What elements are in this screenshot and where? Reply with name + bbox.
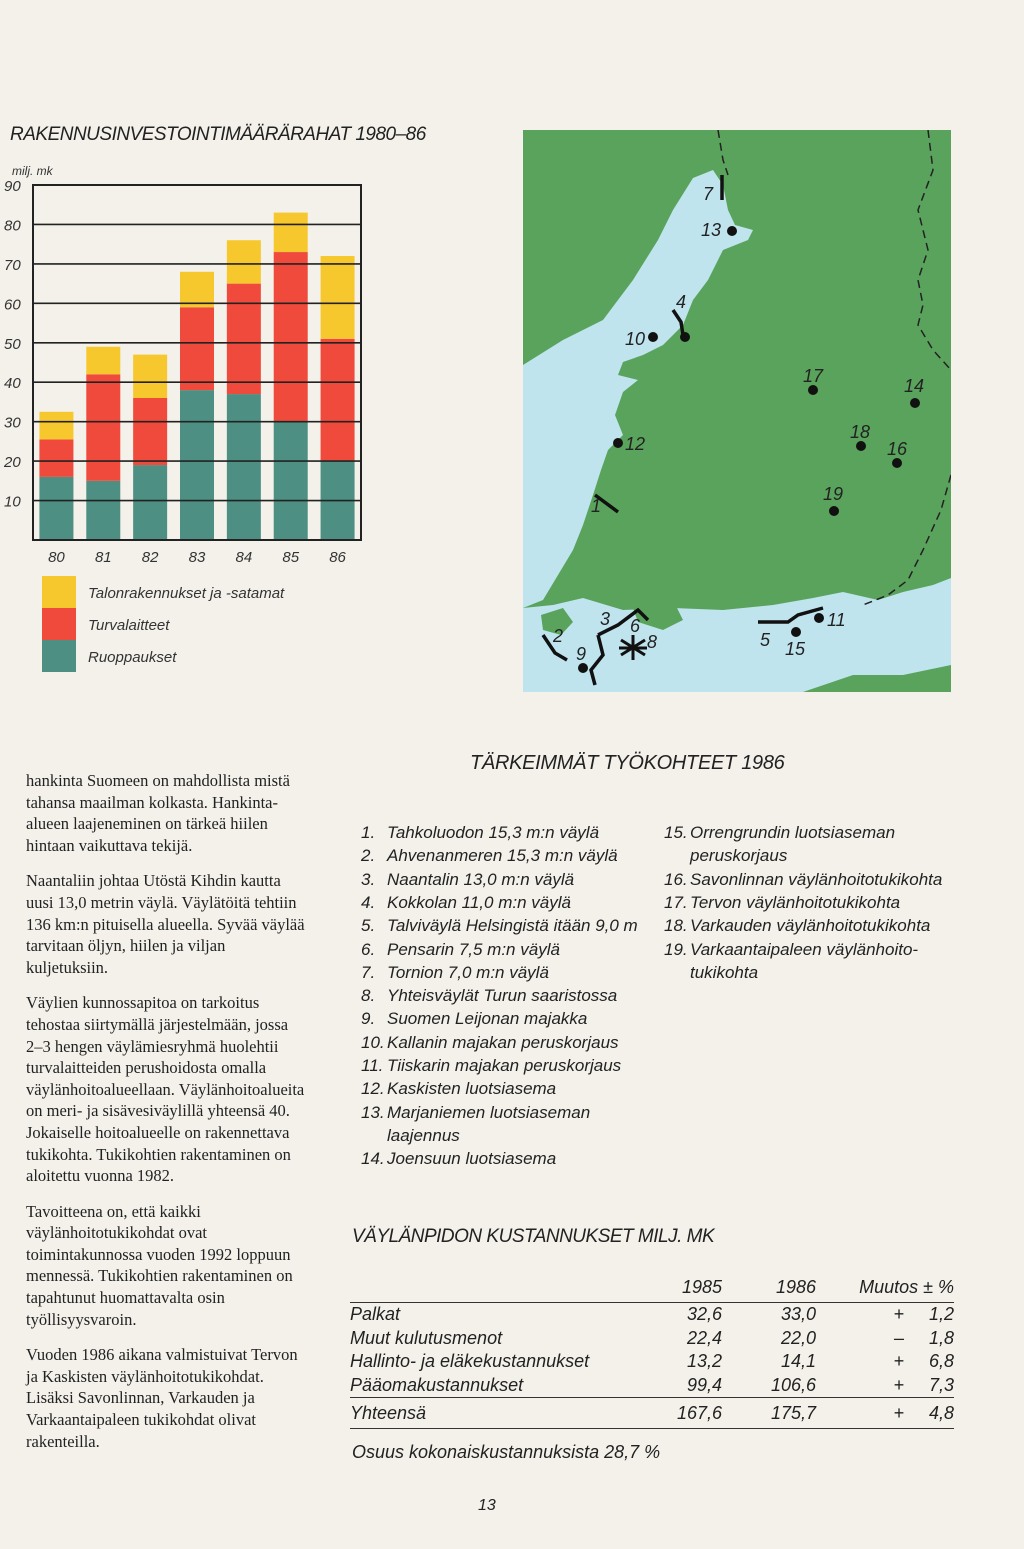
x-tick-label: 86	[329, 549, 346, 566]
y-tick-label: 90	[4, 178, 21, 195]
bar-segment	[321, 256, 355, 339]
list-item-number: 12.	[361, 1079, 385, 1099]
map-label: 8	[647, 632, 658, 652]
map-label: 10	[625, 329, 646, 349]
map-label: 3	[600, 609, 611, 629]
list-item-number: 8.	[361, 986, 376, 1006]
stacked-bar-chart	[0, 150, 370, 570]
change-sign: –	[893, 1327, 904, 1348]
bar-segment	[86, 374, 120, 481]
y-tick-label: 10	[4, 493, 21, 511]
paragraph: Naantaliin johtaa Utöstä Kihdin kautta uusi 13,0 metrin väylä. Väylätöitä tehtiin 136 km:n pituisella alueella. Syvää väylää tarvitaan öljyn, hiilen ja viljan kuljetuksiin.	[26, 871, 305, 977]
list-item	[664, 868, 964, 891]
legend-swatch	[42, 576, 76, 608]
list-item	[361, 914, 661, 937]
list-item-text: laajennus	[387, 1125, 460, 1145]
list-item-text: Orrengrundin luotsiaseman	[690, 823, 896, 842]
bar-segment	[180, 390, 214, 540]
paragraph: Vuoden 1986 aikana valmistuivat Tervon ja Kaskisten väylänhoitotukikohdat. Lisäksi Savonlinnan, Varkauden ja Varkaantaipaleen tukikohdat olivat rakenteilla.	[26, 1345, 298, 1451]
list-item-number: 3.	[361, 869, 376, 889]
change-value: 7,3	[928, 1374, 954, 1395]
paragraph: hankinta Suomeen on mahdollista mistä tahansa maailman kolkasta. Hankinta-alueen laajeneminen on tärkeä hiilen hintaan vaikuttava tekijä.	[26, 771, 290, 855]
y-tick-label: 80	[4, 217, 21, 235]
x-tick-label: 85	[282, 549, 300, 566]
list-item-number: 15.	[664, 823, 688, 842]
map-label: 1	[591, 496, 602, 516]
list-item-number: 13.	[361, 1102, 385, 1122]
bar-segment	[227, 240, 261, 283]
y-tick-label: 60	[4, 296, 21, 314]
bar-segment	[321, 339, 355, 461]
list-item-number: 17.	[664, 892, 688, 912]
list-item-text: Savonlinnan väylänhoitotukikohta	[690, 869, 943, 889]
list-item-text: Talviväylä Helsingistä itään 9,0 m	[387, 916, 638, 936]
list-item-number: 19.	[664, 939, 688, 959]
bar-segment	[227, 284, 261, 394]
change-value: 1,8	[928, 1327, 954, 1348]
legend-swatch	[42, 640, 76, 672]
legend-item-ruoppaukset	[42, 640, 302, 672]
table-row	[350, 1327, 954, 1351]
cell-1986: 175,7	[722, 1398, 816, 1429]
paragraph: Tavoitteena on, että kaikki väylänhoitotukikohdat ovat toimintakunnossa vuoden 1992 loppuun mennessä. Tukikohtien rakentaminen on tapahtunut huomattavalta osin työllisyysvaroin.	[26, 1201, 293, 1329]
legend-label: Turvalaitteet	[88, 617, 170, 634]
bar-segment	[39, 477, 73, 540]
legend-item-talonrakennukset	[42, 576, 302, 608]
bar-segment	[180, 272, 214, 308]
list-item	[361, 1077, 661, 1100]
change-sign: +	[893, 1374, 904, 1395]
list-item-number: 9.	[361, 1009, 376, 1029]
list-item	[361, 868, 661, 891]
y-axis-label: milj. mk	[12, 164, 53, 178]
works-title: TÄRKEIMMÄT TYÖKOHTEET 1986	[470, 752, 785, 774]
x-tick-label: 84	[235, 549, 253, 566]
list-item-number: 11.	[361, 1056, 384, 1075]
list-item	[664, 938, 964, 985]
map-label: 2	[553, 626, 564, 646]
list-item	[664, 821, 964, 868]
list-item	[361, 1031, 661, 1054]
map-label: 19	[823, 484, 844, 504]
list-item-number: 14.	[361, 1149, 385, 1169]
cell-change	[816, 1398, 954, 1429]
list-item-number: 2.	[361, 846, 376, 866]
x-tick-label: 81	[94, 549, 112, 566]
paragraph: Väylien kunnossapitoa on tarkoitus tehostaa siirtymällä järjestelmään, jossa 2–3 hengen väylämiesryhmä huolehtii turvalaitteiden perushoidosta omalla väylänhoitoalueellaan. Väylänhoitoalueita on meri- ja sisävesiväylillä yhteensä 40. Jokaiselle hoitoalueelle on rakennettava tukikohta. Tukikohtien rakentaminen on aloitettu vuonna 1982.	[26, 993, 305, 1186]
list-item-number: 4.	[361, 892, 376, 912]
list-item-text: Ahvenanmeren 15,3 m:n väylä	[387, 846, 618, 866]
change-sign: +	[893, 1402, 904, 1423]
list-item-text: Tiiskarin majakan peruskorjaus	[387, 1056, 622, 1075]
map-label: 4	[676, 292, 687, 312]
list-item-number: 18.	[664, 916, 688, 936]
cell-1986: 22,0	[780, 1327, 816, 1348]
list-item-text: Kallanin majakan peruskorjaus	[387, 1032, 619, 1052]
table-header-cell: 1985	[681, 1276, 722, 1297]
list-item	[664, 914, 964, 937]
cell-1985: 32,6	[590, 1303, 722, 1327]
list-item-text: Tahkoluodon 15,3 m:n väylä	[387, 823, 600, 842]
y-tick-label: 30	[4, 414, 21, 432]
list-item-text: Varkauden väylänhoitotukikohta	[690, 916, 931, 936]
finland-map	[523, 130, 951, 692]
cell-1986: 33,0	[722, 1303, 816, 1327]
list-item-text: Kaskisten luotsiasema	[387, 1079, 557, 1099]
y-tick-label: 40	[4, 375, 21, 393]
list-item-text: peruskorjaus	[690, 846, 788, 866]
table-row	[350, 1374, 954, 1398]
map-label: 7	[703, 184, 714, 204]
row-label: Palkat	[350, 1303, 590, 1327]
table-header-cell: Muutos ± %	[859, 1276, 954, 1297]
bar-segment	[133, 465, 167, 540]
x-tick-label: 83	[188, 549, 206, 566]
bar-segment	[227, 394, 261, 540]
map-label: 12	[625, 434, 646, 454]
legend-item-turvalaitteet	[42, 608, 302, 640]
list-item-number: 5.	[361, 916, 376, 936]
map-label: 15	[785, 639, 806, 659]
y-tick-label: 20	[4, 454, 21, 472]
legend-swatch	[42, 608, 76, 640]
cell-change	[816, 1327, 954, 1351]
list-item	[361, 1007, 661, 1030]
list-item-text: Yhteisväylät Turun saaristossa	[387, 986, 618, 1006]
change-value: 6,8	[928, 1351, 954, 1372]
list-item-text: Pensarin 7,5 m:n väylä	[387, 939, 560, 959]
bar-segment	[39, 412, 73, 440]
legend-label: Ruoppaukset	[88, 649, 177, 666]
list-item-number: 10.	[361, 1032, 385, 1052]
x-tick-label: 80	[48, 549, 65, 566]
legend-label: Talonrakennukset ja -satamat	[88, 585, 285, 602]
change-sign: +	[893, 1304, 904, 1325]
cost-table-title: VÄYLÄNPIDON KUSTANNUKSET MILJ. MK	[352, 1226, 715, 1247]
list-item-text: Varkaantaipaleen väylänhoito-	[690, 939, 919, 959]
change-value: 4,8	[928, 1402, 954, 1423]
list-item	[361, 821, 661, 844]
bar-segment	[180, 307, 214, 390]
list-item-number: 16.	[664, 869, 688, 889]
bar-segment	[274, 422, 308, 540]
map-label: 16	[887, 439, 908, 459]
y-tick-label: 50	[4, 335, 21, 353]
list-item	[361, 1147, 661, 1170]
bar-segment	[133, 355, 167, 398]
table-header	[350, 1272, 954, 1303]
bar-segment	[39, 439, 73, 476]
map-label: 9	[576, 644, 587, 664]
bar-segment	[274, 252, 308, 422]
cell-change	[816, 1374, 954, 1398]
chart-title: RAKENNUSINVESTOINTIMÄÄRÄRAHAT 1980–86	[10, 124, 426, 145]
y-tick-label: 70	[4, 256, 21, 274]
page-number: 13	[478, 1497, 496, 1514]
cell-1986: 106,6	[770, 1374, 816, 1395]
table-row	[350, 1350, 954, 1374]
cell-change	[816, 1303, 954, 1327]
list-item	[361, 891, 661, 914]
cell-1985: 167,6	[590, 1398, 722, 1429]
row-label: Pääomakustannukset	[350, 1374, 524, 1395]
cost-table	[350, 1272, 954, 1429]
bar-segment	[86, 347, 120, 375]
list-item-text: Tornion 7,0 m:n väylä	[387, 962, 549, 982]
table-total-row	[350, 1398, 954, 1429]
list-item	[361, 961, 661, 984]
row-label: Hallinto- ja eläkekustannukset	[350, 1351, 590, 1372]
map-label: 17	[803, 366, 824, 386]
list-item-text: Joensuun luotsiasema	[387, 1149, 557, 1169]
list-item	[664, 891, 964, 914]
x-tick-label: 82	[141, 549, 159, 566]
list-item	[361, 1054, 661, 1077]
list-item-number: 1.	[361, 823, 376, 842]
table-header-cell: 1986	[775, 1276, 816, 1297]
map-label: 6	[630, 616, 641, 636]
change-sign: +	[893, 1351, 904, 1372]
table-row	[350, 1303, 954, 1327]
cell-1985: 13,2	[686, 1351, 722, 1372]
cell-change	[816, 1350, 954, 1374]
list-item-text: Kokkolan 11,0 m:n väylä	[387, 892, 571, 912]
cell-1985: 99,4	[686, 1374, 722, 1395]
change-value: 1,2	[928, 1304, 954, 1325]
list-item-number: 6.	[361, 939, 376, 959]
bar-segment	[133, 398, 167, 465]
body-text	[26, 770, 306, 1466]
list-item-text: tukikohta	[690, 962, 759, 982]
list-item-text: Naantalin 13,0 m:n väylä	[387, 869, 575, 889]
table-header-cell	[350, 1272, 590, 1303]
list-item	[361, 938, 661, 961]
cell-1985: 22,4	[686, 1327, 722, 1348]
map-label: 18	[850, 422, 871, 442]
map-label: 13	[701, 220, 722, 240]
list-item-text: Marjaniemen luotsiaseman	[387, 1102, 591, 1122]
list-item	[361, 1101, 661, 1148]
map-label: 5	[760, 630, 771, 650]
list-item	[361, 844, 661, 867]
list-item-text: Suomen Leijonan majakka	[387, 1009, 588, 1029]
bar-segment	[274, 213, 308, 252]
list-item-number: 7.	[361, 962, 376, 982]
list-item-text: Tervon väylänhoitotukikohta	[690, 892, 901, 912]
cost-share-note: Osuus kokonaiskustannuksista 28,7 %	[352, 1442, 661, 1462]
cell-1986: 14,1	[780, 1351, 816, 1372]
map-label: 11	[827, 610, 846, 630]
list-item	[361, 984, 661, 1007]
row-label: Muut kulutusmenot	[350, 1327, 503, 1348]
bar-segment	[86, 481, 120, 540]
row-label: Yhteensä	[350, 1398, 590, 1429]
map-label: 14	[904, 376, 925, 396]
